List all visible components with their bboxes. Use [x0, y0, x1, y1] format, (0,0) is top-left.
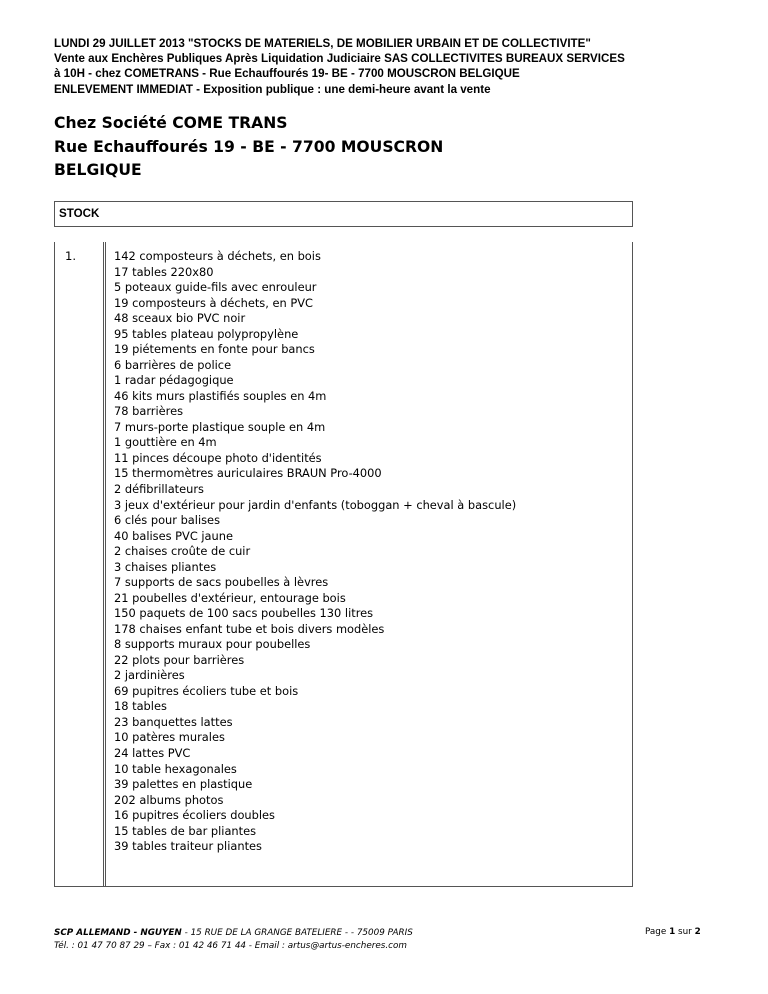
lot-item: 21 poubelles d'extérieur, entourage bois [114, 590, 346, 605]
lot-item: 23 banquettes lattes [114, 714, 233, 729]
lot-item: 11 pinces découpe photo d'identités [114, 450, 322, 465]
venue-line-company: Chez Société COME TRANS [54, 114, 288, 132]
venue-line-country: BELGIQUE [54, 161, 142, 179]
lot-item: 6 clés pour balises [114, 513, 220, 528]
section-heading-box [54, 201, 633, 227]
lot-item: 6 barrières de police [114, 357, 232, 372]
lot-item: 16 pupitres écoliers doubles [114, 808, 275, 823]
lot-item: 69 pupitres écoliers tube et bois [114, 683, 299, 698]
footer-contact: Tél. : 01 47 70 87 29 – Fax : 01 42 46 71 44 - Email : artus@artus-encheres.com [54, 941, 407, 951]
page-prefix: Page [645, 927, 670, 937]
header-line-date: LUNDI 29 JUILLET 2013 "STOCKS DE MATERIELS, DE MOBILIER URBAIN ET DE COLLECTIVITE" [54, 37, 591, 50]
lot-item: 2 jardinières [114, 668, 185, 683]
header-line-location: à 10H - chez COMETRANS - Rue Echauffourés 19- BE - 7700 MOUSCRON BELGIQUE [54, 67, 520, 81]
sale-header [54, 36, 744, 97]
page-number [645, 927, 701, 937]
lot-number: 1. [65, 249, 77, 263]
lot-item: 46 kits murs plastifiés souples en 4m [114, 388, 327, 403]
venue-address [54, 112, 443, 183]
page-middle: sur [675, 927, 695, 937]
lot-table [54, 242, 633, 887]
lot-item: 178 chaises enfant tube et bois divers modèles [114, 621, 385, 636]
lot-item: 7 murs-porte plastique souple en 4m [114, 419, 326, 434]
lot-item: 22 plots pour barrières [114, 652, 245, 667]
footer-address: - 15 RUE DE LA GRANGE BATELIERE - - 75009 PARIS [181, 928, 413, 938]
footer-address-line [54, 927, 413, 940]
section-heading: STOCK [59, 207, 100, 220]
lot-item: 19 piétements en fonte pour bancs [114, 342, 315, 357]
lot-item: 15 tables de bar pliantes [114, 823, 257, 838]
lot-item: 19 composteurs à déchets, en PVC [114, 295, 313, 310]
lot-item: 1 radar pédagogique [114, 373, 234, 388]
lot-item: 78 barrières [114, 404, 184, 419]
lot-item: 2 défibrillateurs [114, 481, 204, 496]
lot-item: 150 paquets de 100 sacs poubelles 130 litres [114, 606, 374, 621]
lot-item: 24 lattes PVC [114, 746, 191, 760]
lot-item: 15 thermomètres auriculaires BRAUN Pro-4000 [114, 466, 382, 481]
lot-item: 40 balises PVC jaune [114, 528, 233, 543]
lot-item: 7 supports de sacs poubelles à lèvres [114, 575, 329, 590]
page-total: 2 [694, 927, 701, 937]
lot-item: 17 tables 220x80 [114, 264, 214, 279]
page-current: 1 [669, 927, 676, 937]
footer [54, 927, 413, 953]
lot-item: 39 palettes en plastique [114, 777, 253, 792]
table-column-divider [103, 242, 106, 886]
header-line-removal: ENLEVEMENT IMMEDIAT - Exposition publique : une demi-heure avant la vente [54, 82, 491, 96]
lot-item: 3 chaises pliantes [114, 559, 217, 574]
lot-item: 5 poteaux guide-fils avec enrouleur [114, 280, 317, 295]
lot-item-list [114, 249, 516, 855]
lot-item: 39 tables traiteur pliantes [114, 839, 262, 854]
lot-item: 10 table hexagonales [114, 761, 237, 776]
lot-item: 142 composteurs à déchets, en bois [114, 249, 321, 263]
lot-item: 48 sceaux bio PVC noir [114, 311, 246, 326]
lot-item: 18 tables [114, 699, 167, 714]
lot-item: 1 gouttière en 4m [114, 435, 217, 450]
lot-item: 2 chaises croûte de cuir [114, 544, 251, 559]
lot-item: 3 jeux d'extérieur pour jardin d'enfants (toboggan + cheval à bascule) [114, 497, 517, 512]
lot-item: 95 tables plateau polypropylène [114, 326, 299, 341]
lot-item: 10 patères murales [114, 730, 225, 745]
lot-item: 202 albums photos [114, 792, 224, 807]
footer-company: SCP ALLEMAND - NGUYEN [54, 928, 182, 938]
venue-line-street: Rue Echauffourés 19 - BE - 7700 MOUSCRON [54, 137, 444, 156]
lot-item: 8 supports muraux pour poubelles [114, 637, 311, 652]
header-line-sale-type: Vente aux Enchères Publiques Après Liquidation Judiciaire SAS COLLECTIVITES BUREAUX SERVICES [54, 52, 625, 66]
